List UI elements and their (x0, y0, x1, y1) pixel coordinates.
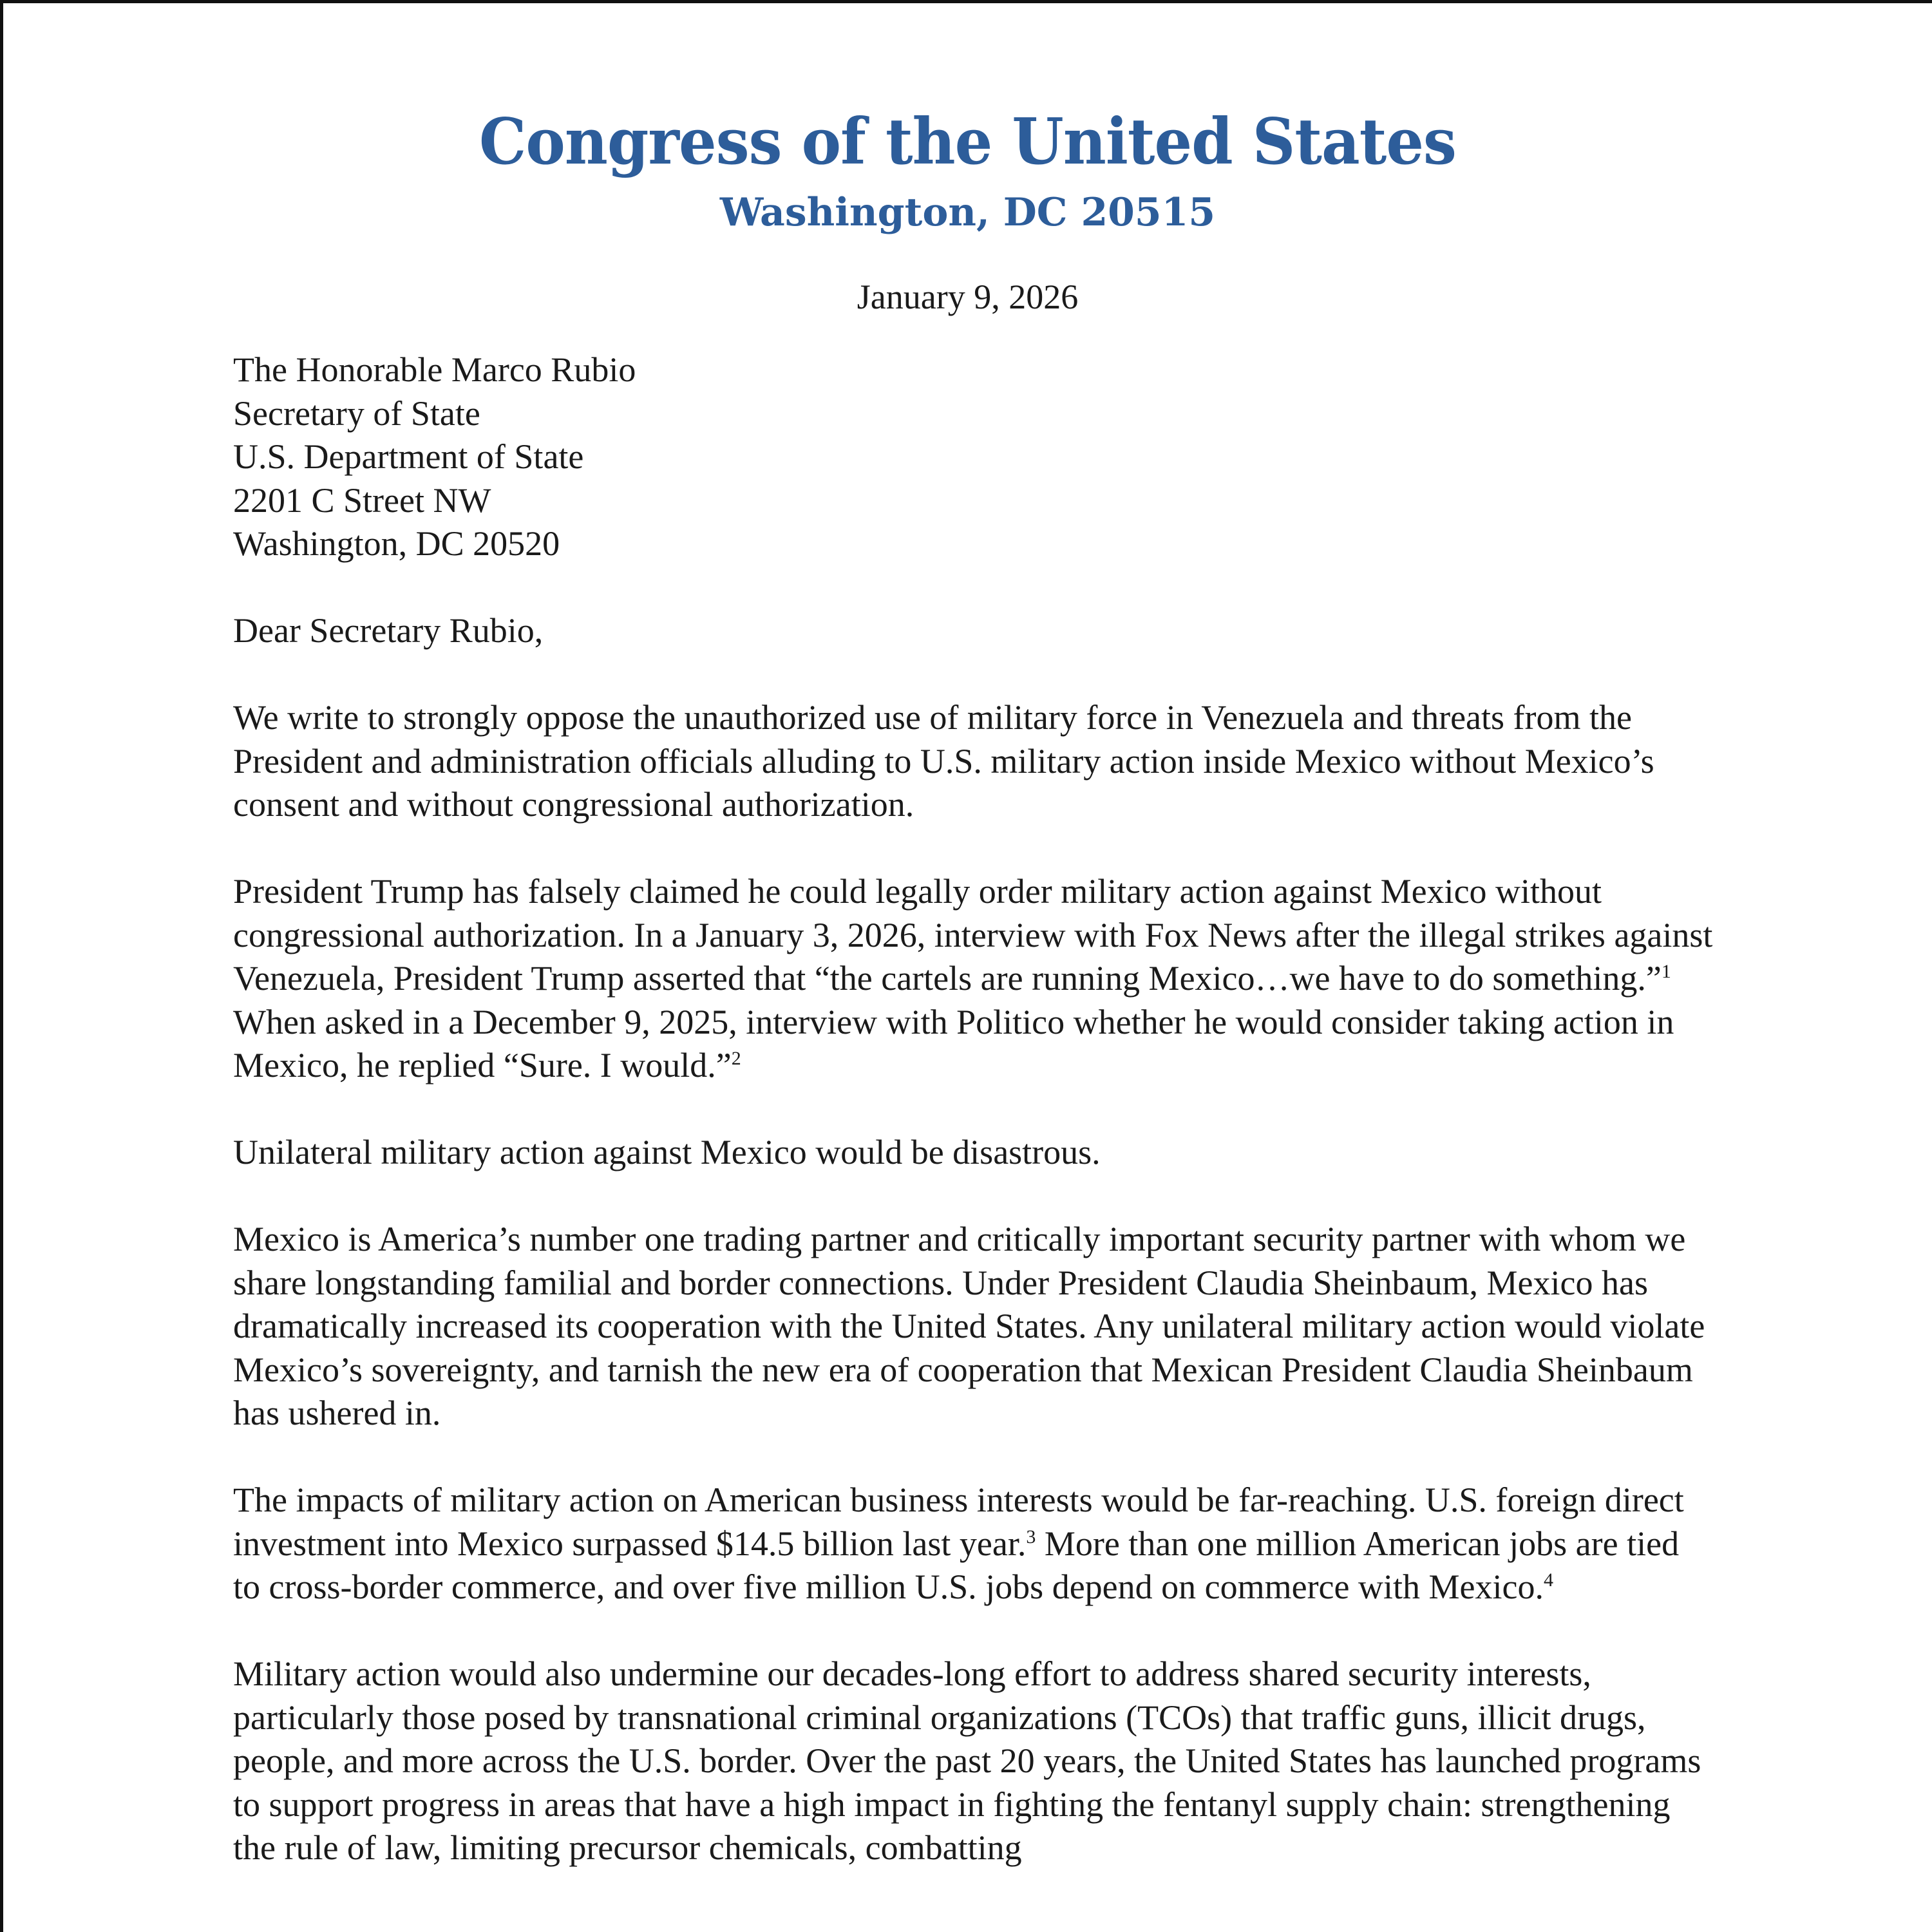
recipient-line: 2201 C Street NW (233, 480, 491, 520)
recipient-line: Secretary of State (233, 393, 480, 433)
footnote-ref-1: 1 (1661, 961, 1671, 982)
recipient-line: Washington, DC 20520 (233, 524, 560, 563)
letterhead-title: Congress of the United States (479, 105, 1456, 179)
paragraph-5 (233, 1479, 1714, 1609)
paragraph-2-part-a: President Trump has falsely claimed he could legally order military action against Mexico without congressional authorization. In a January 3, 2026, interview with Fox News after the illegal strikes against Venezuela, President Trump asserted that “the cartels are running Mexico…we have to do something.” (233, 872, 1713, 998)
letter-body (233, 348, 1714, 1870)
paragraph-5-part-b: More than one million American jobs are tied to cross-border commerce, and over five million U.S. jobs depend on commerce with Mexico. (233, 1524, 1680, 1606)
salutation: Dear Secretary Rubio, (233, 611, 544, 650)
paragraph-1: We write to strongly oppose the unauthorized use of military force in Venezuela and threats from the President and administration officials alluding to U.S. military action inside Mexico without Mexico’s consent and without congressional authorization. (233, 698, 1654, 824)
recipient-address (233, 348, 1714, 566)
footnote-ref-4: 4 (1543, 1569, 1553, 1591)
paragraph-3: Unilateral military action against Mexico would be disastrous. (233, 1133, 1101, 1171)
paragraph-5-part-a: The impacts of military action on American business interests would be far-reaching. U.S. foreign direct investment into Mexico surpassed $14.5 billion last year. (233, 1481, 1684, 1563)
letterhead-subtitle: Washington, DC 20515 (719, 189, 1216, 235)
footnote-ref-3: 3 (1026, 1526, 1036, 1548)
letter-date: January 9, 2026 (857, 278, 1079, 316)
letterhead (3, 106, 1932, 236)
paragraph-2-part-b: When asked in a December 9, 2025, interview with Politico whether he would consider taking action in Mexico, he replied “Sure. I would.” (233, 1002, 1674, 1084)
paragraph-6: Military action would also undermine our decades-long effort to address shared security interests, particularly those posed by transnational criminal organizations (TCOs) that traffic guns, illicit drugs, people, and more across the U.S. border. Over the past 20 years, the United States has launched programs to support progress in areas that have a high impact in fighting the fentanyl supply chain: strengthening the rule of law, limiting precursor chemicals, combatting (233, 1654, 1701, 1867)
recipient-line: The Honorable Marco Rubio (233, 350, 636, 389)
recipient-line: U.S. Department of State (233, 437, 584, 476)
paragraph-2 (233, 870, 1714, 1088)
paragraph-4: Mexico is America’s number one trading partner and critically important security partner with whom we share longstanding familial and border connections. Under President Claudia Sheinbaum, Mexico has dramatically increased its cooperation with the United States. Any unilateral military action would violate Mexico’s sovereignty, and tarnish the new era of cooperation that Mexican President Claudia Sheinbaum has ushered in. (233, 1220, 1705, 1432)
footnote-ref-2: 2 (731, 1048, 741, 1069)
